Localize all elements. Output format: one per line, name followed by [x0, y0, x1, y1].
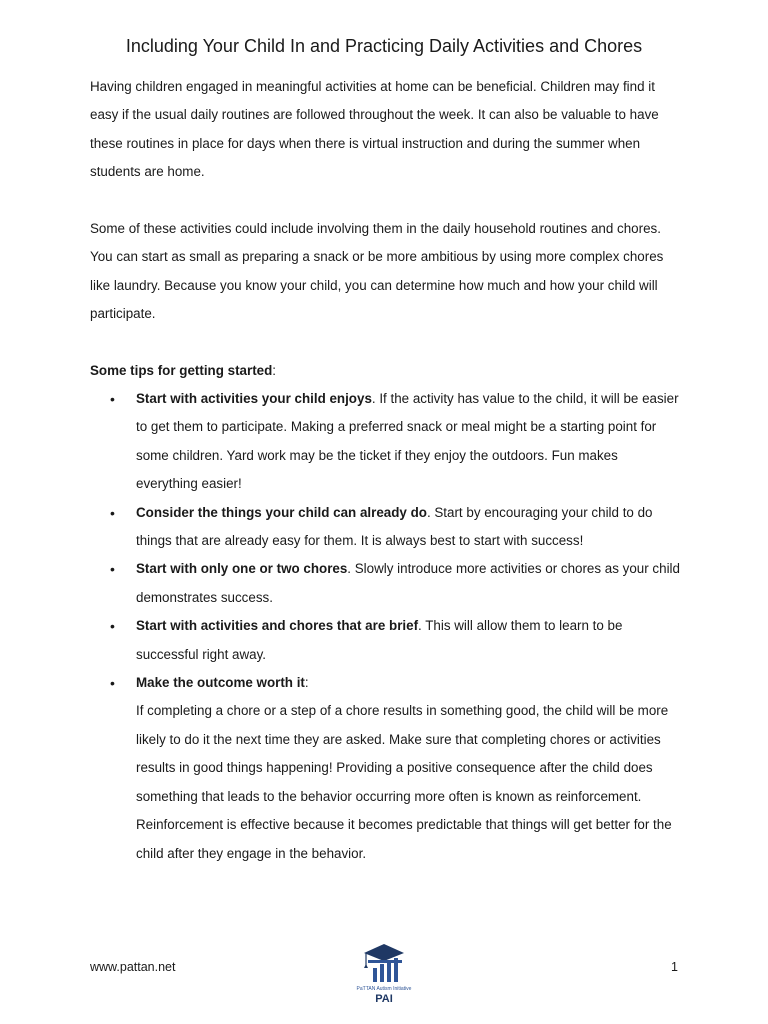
pai-logo — [344, 940, 424, 1006]
tip-text: . This will allow them to learn to be successful right away. — [136, 618, 623, 662]
tip-text: : — [304, 675, 309, 691]
tip-item — [90, 612, 682, 669]
tip-text: . Start by encouraging your child to do things that are already easy for them. It is always best to start with success! — [136, 504, 653, 549]
footer-url: www.pattan.net — [90, 960, 176, 974]
bullet-icon: • — [110, 675, 115, 692]
tip-bold: Make the outcome worth it — [136, 675, 305, 691]
bullet-icon: • — [110, 618, 115, 635]
bullet-icon: • — [110, 561, 115, 578]
activities-paragraph: Some of these activities could include involving them in the daily household routines and chores. You can start as small as preparing a snack or be more ambitious by using more complex chores like laundry. Because you know your child, you can determine how much and how your child will participate. — [90, 221, 664, 322]
tip-item — [90, 499, 682, 556]
tip-text: . If the activity has value to the child, it will be easier to get them to participate. Making a preferred snack or meal might be a starting point for some children. Yard work may be the ticket if they enjoy the outdoors. Fun makes everything easier! — [136, 391, 679, 492]
page-number: 1 — [671, 960, 678, 974]
tips-heading-text: Some tips for getting started — [90, 363, 273, 378]
intro-paragraph: Having children engaged in meaningful activities at home can be beneficial. Children may find it easy if the usual daily routines are followed throughout the week. It can also be valuable to have these routines in place for days when there is virtual instruction and during the summer when students are home. — [90, 79, 659, 180]
tip-bold: Start with only one or two chores — [136, 561, 348, 577]
tip-bold: Start with activities your child enjoys — [136, 391, 372, 406]
tip-extra-text: If completing a chore or a step of a chore results in something good, the child will be more likely to do it the next time they are asked. Make sure that completing chores or activities results in good things happening! Providing a positive consequence after the child does something that leads to the behavior occurring more often is known as reinforcement. Reinforcement is effective because it becomes predictable that things will get better for the child after they engage in the behavior. — [136, 703, 672, 861]
bullet-icon: • — [110, 391, 115, 407]
tips-list — [90, 385, 682, 868]
tip-item — [90, 555, 682, 612]
tip-item — [90, 669, 682, 868]
bullet-icon: • — [110, 504, 115, 521]
tips-heading — [90, 357, 682, 385]
tip-item — [90, 385, 682, 499]
graduation-cap-icon — [344, 940, 424, 1006]
document-title: Including Your Child In and Practicing Daily Activities and Chores — [125, 36, 643, 56]
logo-caption: PaTTAN Autism Initiative — [356, 986, 412, 992]
tip-text: . Slowly introduce more activities or chores as your child demonstrates success. — [136, 561, 680, 605]
tip-bold: Start with activities and chores that are brief — [136, 618, 419, 634]
tips-heading-colon: : — [272, 363, 277, 378]
tip-bold: Consider the things your child can already do — [136, 504, 427, 520]
logo-text: PAI — [375, 993, 393, 1005]
